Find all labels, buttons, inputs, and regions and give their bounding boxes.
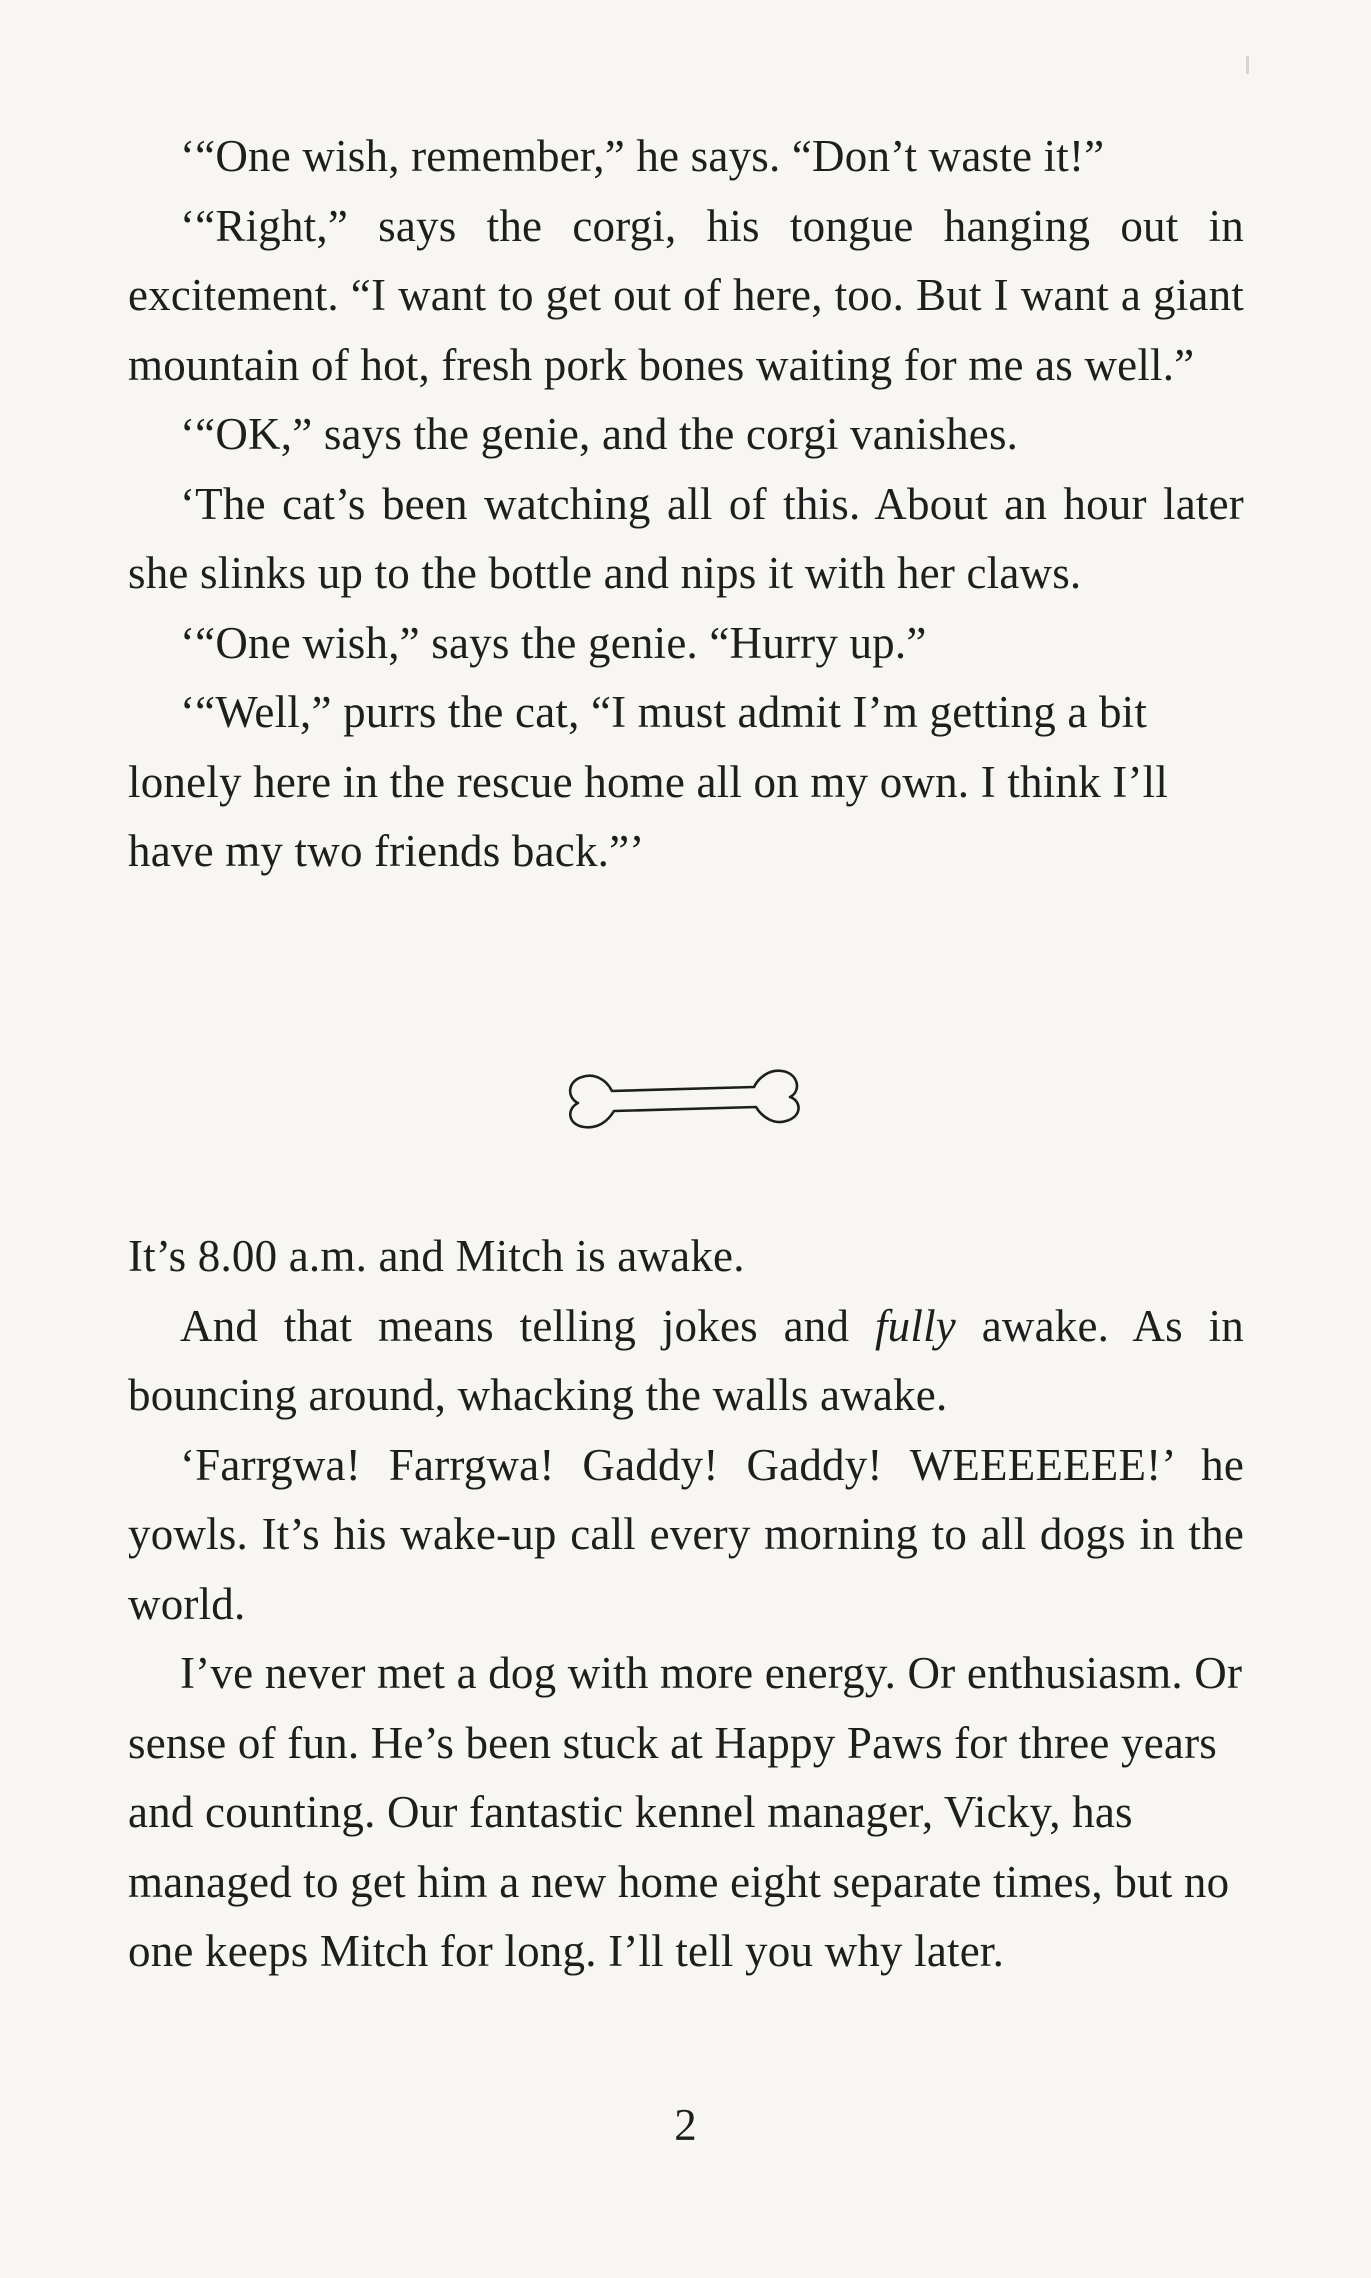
paragraph-corgi-vanishes: ‘“OK,” says the genie, and the corgi vanishes. bbox=[180, 409, 1019, 459]
paragraph-corgi-wish: ‘“Right,” says the corgi, his tongue hanging out in excitement. “I want to get out of here, too. But I want a giant mountain of hot, fresh pork bones waiting for me as well.” bbox=[128, 200, 1244, 390]
paragraph-wake-up-call: ‘Farrgwa! Farrgwa! Gaddy! Gaddy! WEEEEEEE!’ he yowls. It’s his wake-up call every morning to all dogs in the world. bbox=[128, 1439, 1244, 1629]
story-section-2 bbox=[128, 1222, 1244, 1987]
paragraph-genie-hurry: ‘“One wish,” says the genie. “Hurry up.” bbox=[180, 617, 927, 668]
text-fragment: And that means telling jokes and bbox=[180, 1300, 875, 1351]
bone-icon bbox=[560, 1045, 810, 1155]
emphasis-fully: fully bbox=[874, 1300, 956, 1351]
paragraph-cat-watching: ‘The cat’s been watching all of this. About an hour later she slinks up to the bottle and nips it with her claws. bbox=[128, 478, 1244, 598]
paragraph-mitch-awake: It’s 8.00 a.m. and Mitch is awake. bbox=[128, 1231, 745, 1281]
text-fragment: awake. As in bouncing around, whacking the walls awake. bbox=[128, 1300, 1245, 1420]
paragraph-cat-wish: ‘“Well,” purrs the cat, “I must admit I’m getting a bit lonely here in the rescue home all on my own. I think I’ll have my two friends back.”’ bbox=[128, 687, 1169, 876]
paper-speck bbox=[1246, 56, 1249, 74]
paragraph-genie-reminder: ‘“One wish, remember,” he says. “Don’t waste it!” bbox=[180, 131, 1105, 181]
paragraph-fully-awake bbox=[128, 1292, 1244, 1431]
story-section-1 bbox=[128, 122, 1244, 887]
page-number: 2 bbox=[674, 2100, 697, 2150]
paragraph-mitch-energy: I’ve never met a dog with more energy. Or enthusiasm. Or sense of fun. He’s been stuck at Happy Paws for three years and counting. Our fantastic kennel manager, Vicky, has managed to get him a new home eight separate times, but no one keeps Mitch for long. I’ll tell you why later. bbox=[128, 1648, 1243, 1976]
